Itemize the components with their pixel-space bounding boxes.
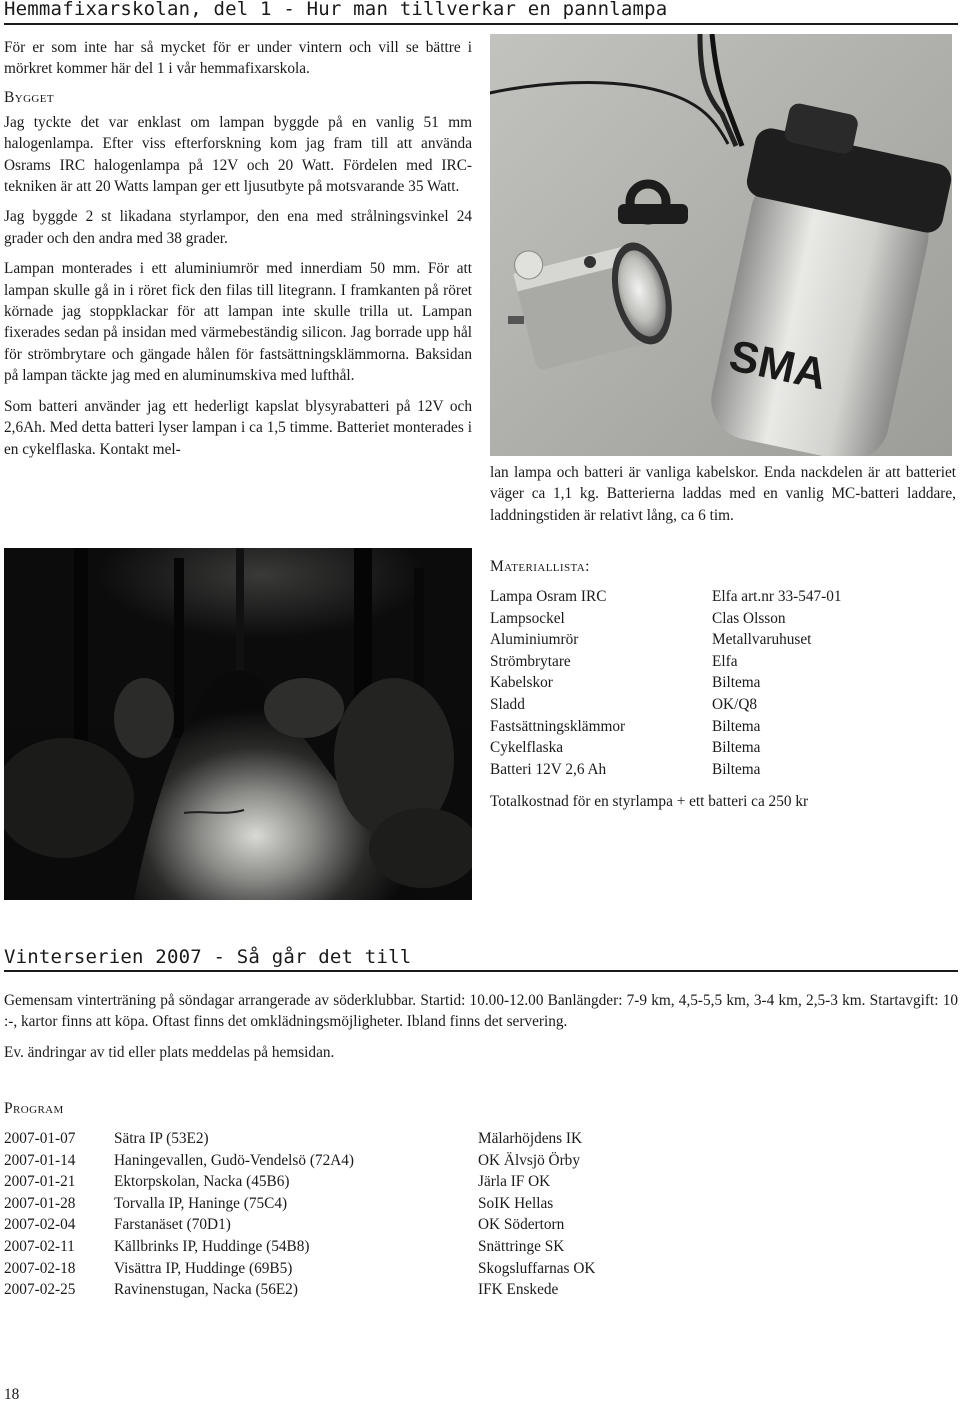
program-row [4, 1281, 804, 1303]
material-item: Lampa Osram IRC [490, 588, 607, 605]
section2-note: Ev. ändringar av tid eller plats meddelas på hemsidan. [4, 1043, 335, 1061]
program-place: Farstanäset (70D1) [114, 1216, 231, 1234]
program-row [4, 1195, 804, 1217]
program-date: 2007-02-25 [4, 1281, 76, 1299]
program-organizer: Järla IF OK [478, 1173, 551, 1191]
material-source: Elfa [712, 652, 738, 670]
body-paragraph: Lampan monterades i ett aluminiumrör med innerdiam 50 mm. För att lampan skulle gå in i röret fick den filas till litegrann. I framkanten på röret körnade jag stoppklackar för att lampan inte skulle trilla ut. Lampan fixerades sedan på insidan med värmebeständig silicon. Jag borrade upp hål för strömbrytare och gängade hålen för fastsättningsklämmorna. Baksidan på lampan täckte jag med en aluminumskiva med lufthål. [4, 260, 472, 385]
program-place: Ektorpskolan, Nacka (45B6) [114, 1173, 290, 1191]
materials-row [490, 696, 956, 718]
body-paragraph: Jag tyckte det var enklast om lampan byggde på en vanlig 51 mm halogenlampa. Efter viss efterforskning kom jag fram till att använda Osrams IRC halogenlampa på 12V och 20 Watt. Fördelen med IRC-tekniken är att 20 Watts lampan ger ett ljusutbyte på motsvarande 35 Watt. [4, 113, 472, 196]
section2-rule [4, 970, 958, 972]
section2-title: Vinterserien 2007 - Så går det till [4, 946, 412, 968]
material-source: Clas Olsson [712, 609, 786, 627]
continuation-paragraph: lan lampa och batteri är vanliga kabelskor. Enda nackdelen är att batteriet väger ca 1,1 kg. Batterierna laddas med en vanlig MC-batteri laddare, laddningstiden är relativt lång, ca 6 tim. [490, 464, 956, 524]
program-place: Torvalla IP, Haninge (75C4) [114, 1194, 288, 1212]
body-paragraph: Som batteri använder jag ett hederligt kapslat blysyrabatteri på 12V och 2,6Ah. Med detta batteri lyser lampan i ca 1,5 timme. Batteriet monterades i en cykelflaska. Kontakt mel- [4, 397, 472, 458]
material-source: Metallvaruhuset [712, 631, 812, 649]
forest-photo-graphic [4, 548, 472, 900]
program-place: Visättra IP, Huddinge (69B5) [114, 1259, 293, 1277]
program-date: 2007-02-04 [4, 1216, 76, 1234]
article-body-left [4, 37, 472, 460]
program-organizer: OK Södertorn [478, 1216, 565, 1234]
program-heading: Program [4, 1100, 64, 1117]
program-date: 2007-01-28 [4, 1194, 76, 1212]
material-item: Sladd [490, 695, 525, 713]
program-row [4, 1260, 804, 1282]
program-row [4, 1152, 804, 1174]
program-place: Ravinenstugan, Nacka (56E2) [114, 1281, 298, 1299]
material-item: Strömbrytare [490, 652, 571, 670]
program-organizer: SoIK Hellas [478, 1194, 554, 1212]
program-row [4, 1130, 804, 1152]
material-source: Biltema [712, 717, 761, 735]
program-row [4, 1173, 804, 1195]
bygget-heading: Bygget [4, 88, 55, 106]
material-item: Fastsättningsklämmor [490, 717, 626, 735]
material-source: Elfa art.nr 33-547-01 [712, 588, 842, 605]
materials-row [490, 761, 956, 783]
material-source: Biltema [712, 760, 761, 778]
total-cost: Totalkostnad för en styrlampa + ett batteri ca 250 kr [490, 793, 809, 810]
article-title: Hemmafixarskolan, del 1 - Hur man tillverkar en pannlampa [4, 0, 668, 20]
program-organizer: OK Älvsjö Örby [478, 1151, 580, 1169]
materials-heading: Materiallista: [490, 558, 590, 575]
material-source: Biltema [712, 674, 761, 692]
program-table [4, 1130, 804, 1303]
program-organizer: Snättringe SK [478, 1237, 565, 1255]
material-item: Lampsockel [490, 609, 565, 627]
materials-list [490, 588, 956, 782]
page-number: 18 [4, 1386, 20, 1403]
program-place: Källbrinks IP, Huddinge (54B8) [114, 1237, 310, 1255]
section2-paragraph: Gemensam vinterträning på söndagar arrangerade av söderklubbar. Startid: 10.00-12.00 Banlängder: 7-9 km, 4,5-5,5 km, 3-4 km, 2,5-3 km. Startavgift: 10 :-, kartor finns att köpa. Oftast finns det omklädningsmöjligheter. Ibland finns det servering. [4, 992, 958, 1031]
materials-row [490, 610, 956, 632]
section2-body [4, 990, 958, 1063]
program-date: 2007-02-11 [4, 1237, 75, 1255]
bottle-label: SMA [725, 331, 831, 400]
lamp-photo-graphic [490, 34, 952, 456]
program-date: 2007-01-07 [4, 1130, 76, 1147]
program-organizer: Skogsluffarnas OK [478, 1259, 596, 1277]
lamp-photo [490, 34, 952, 456]
program-organizer: Mälarhöjdens IK [478, 1130, 583, 1147]
material-source: Biltema [712, 739, 761, 757]
material-item: Batteri 12V 2,6 Ah [490, 760, 607, 778]
materials-row [490, 588, 956, 610]
forest-photo [4, 548, 472, 900]
program-organizer: IFK Enskede [478, 1281, 559, 1299]
program-row [4, 1216, 804, 1238]
material-item: Kabelskor [490, 674, 553, 692]
materials-row [490, 653, 956, 675]
article-body-right [490, 462, 956, 526]
program-date: 2007-01-14 [4, 1151, 76, 1169]
materials-row [490, 739, 956, 761]
material-source: OK/Q8 [712, 695, 758, 713]
material-item: Aluminiumrör [490, 631, 579, 649]
body-paragraph: Jag byggde 2 st likadana styrlampor, den ena med strålningsvinkel 24 grader och den andra med 38 grader. [4, 208, 472, 247]
material-item: Cykelflaska [490, 739, 564, 757]
title-rule [4, 23, 958, 25]
program-date: 2007-02-18 [4, 1259, 76, 1277]
program-place: Haningevallen, Gudö-Vendelsö (72A4) [114, 1151, 355, 1169]
program-date: 2007-01-21 [4, 1173, 76, 1191]
intro-paragraph: För er som inte har så mycket för er under vintern och vill se bättre i mörkret kommer här del 1 i vår hemmafixarskola. [4, 39, 472, 78]
materials-row [490, 674, 956, 696]
materials-row [490, 631, 956, 653]
materials-row [490, 718, 956, 740]
program-place: Sätra IP (53E2) [114, 1130, 209, 1147]
program-row [4, 1238, 804, 1260]
